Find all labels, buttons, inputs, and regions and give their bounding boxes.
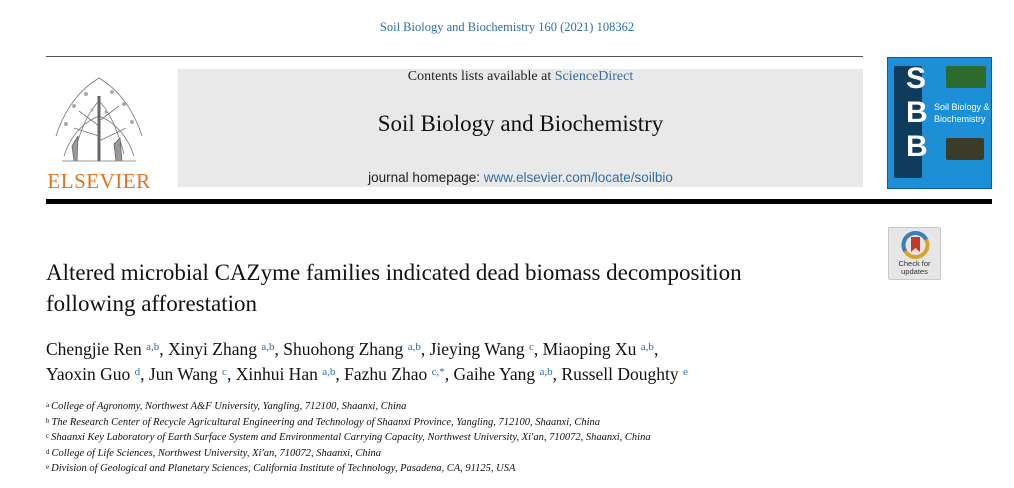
article-title xyxy=(46,257,876,319)
journal-homepage xyxy=(178,170,863,185)
author[interactable] xyxy=(561,364,687,384)
author-affiliation-marker[interactable]: a,b xyxy=(146,341,160,353)
affiliation-label: b xyxy=(46,416,50,425)
author[interactable] xyxy=(283,339,429,359)
author-affiliation-marker[interactable]: a,b xyxy=(407,341,421,353)
elsevier-logo[interactable] xyxy=(44,66,154,191)
affiliation-text: The Research Center of Recycle Agricultural Engineering and Technology of Shaanxi Province, Yangling, 712100, Shaanxi, China xyxy=(51,416,601,428)
author-name: Chengjie Ren xyxy=(46,339,142,359)
header-thick-rule xyxy=(46,199,992,204)
check-for-updates-badge[interactable] xyxy=(888,227,941,280)
author-name: Yaoxin Guo xyxy=(46,364,131,384)
author-affiliation-marker[interactable]: a,b xyxy=(539,366,553,378)
journal-cover[interactable] xyxy=(887,57,992,189)
badge-line-1: Check for xyxy=(898,259,931,268)
affiliation-label: d xyxy=(46,447,50,456)
affiliation-list xyxy=(46,399,986,477)
contents-line xyxy=(178,69,863,85)
affiliation-label: c xyxy=(46,432,50,440)
author-affiliation-marker[interactable]: a,b xyxy=(322,366,336,378)
author-affiliation-marker[interactable]: d xyxy=(134,366,141,378)
affiliation-text: Shaanxi Key Laboratory of Earth Surface System and Environmental Carrying Capacity, Northwest University, Xi′an, 710072, Shaanxi, China xyxy=(51,432,651,443)
author[interactable] xyxy=(543,339,659,359)
affiliation-label: e xyxy=(46,463,50,471)
article-title-line-1: Altered microbial CAZyme families indicated dead biomass decomposition xyxy=(46,260,742,285)
author[interactable] xyxy=(149,364,236,384)
author-name: Gaihe Yang xyxy=(453,364,536,384)
author-name: Shuohong Zhang xyxy=(283,339,404,359)
journal-citation: Soil Biology and Biochemistry 160 (2021) 108362 xyxy=(379,20,635,34)
author-affiliation-marker[interactable]: a,b xyxy=(261,341,275,353)
author-affiliation-marker[interactable]: c,* xyxy=(431,366,445,378)
homepage-link[interactable]: www.elsevier.com/locate/soilbio xyxy=(483,170,673,185)
author-separator: , xyxy=(420,339,430,359)
author-name: Jieying Wang xyxy=(429,339,525,359)
journal-title: Soil Biology and Biochemistry xyxy=(377,111,664,136)
author[interactable] xyxy=(46,339,168,359)
author-separator: , xyxy=(140,364,149,384)
author-name: Xinyi Zhang xyxy=(168,339,257,359)
author-separator: , xyxy=(533,339,543,359)
affiliation-item xyxy=(46,415,986,431)
author-affiliation-marker[interactable]: a,b xyxy=(640,341,654,353)
author-separator: , xyxy=(444,364,454,384)
author-affiliation-marker[interactable]: c xyxy=(528,341,534,353)
cover-title-line-1: Soil Biology & xyxy=(934,102,990,112)
author-affiliation-marker[interactable]: c xyxy=(222,366,227,378)
affiliation-item xyxy=(46,461,986,477)
contents-prefix: Contents lists available at xyxy=(407,69,555,84)
cover-letter-2: B xyxy=(906,96,928,129)
cover-title-line-2: Biochemistry xyxy=(934,114,986,124)
check-updates-icon xyxy=(889,228,942,262)
affiliation-item xyxy=(46,430,986,446)
author[interactable] xyxy=(46,364,149,384)
author-separator: , xyxy=(335,364,345,384)
author[interactable] xyxy=(453,364,561,384)
affiliation-item xyxy=(46,446,986,462)
publisher-name: ELSEVIER xyxy=(47,169,151,193)
author-separator: , xyxy=(653,339,659,359)
author-name: Jun Wang xyxy=(148,364,218,384)
affiliation-text: Division of Geological and Planetary Sciences, California Institute of Technology, Pasadena, CA, 91125, USA xyxy=(51,463,516,474)
author[interactable] xyxy=(344,364,453,384)
author-name: Xinhui Han xyxy=(235,364,318,384)
author-affiliation-marker[interactable]: e xyxy=(682,366,688,378)
affiliation-text: College of Agronomy, Northwest A&F University, Yangling, 712100, Shaanxi, China xyxy=(51,401,407,412)
cover-photo-top xyxy=(946,66,986,88)
author-separator: , xyxy=(552,364,562,384)
homepage-prefix: journal homepage: xyxy=(368,170,484,185)
author-separator: , xyxy=(226,364,236,384)
header-top-rule xyxy=(46,56,863,57)
badge-line-2: updates xyxy=(901,267,928,276)
affiliation-text: College of Life Sciences, Northwest University, Xi′an, 710072, Shaanxi, China xyxy=(51,447,382,459)
author-separator: , xyxy=(159,339,169,359)
cover-letter-3: B xyxy=(906,130,928,163)
author-name: Fazhu Zhao xyxy=(344,364,428,384)
cover-letter-1: S xyxy=(906,62,927,95)
author[interactable] xyxy=(430,339,543,359)
affiliation-item xyxy=(46,399,986,415)
author-list xyxy=(46,337,946,387)
sciencedirect-link[interactable]: ScienceDirect xyxy=(554,69,634,84)
cover-photo-bottom xyxy=(946,138,984,160)
author[interactable] xyxy=(236,364,344,384)
article-title-line-2: following afforestation xyxy=(46,291,257,316)
author-separator: , xyxy=(274,339,284,359)
author-name: Miaoping Xu xyxy=(542,339,637,359)
affiliation-label: a xyxy=(46,401,50,409)
author[interactable] xyxy=(168,339,283,359)
author-name: Russell Doughty xyxy=(561,364,679,384)
